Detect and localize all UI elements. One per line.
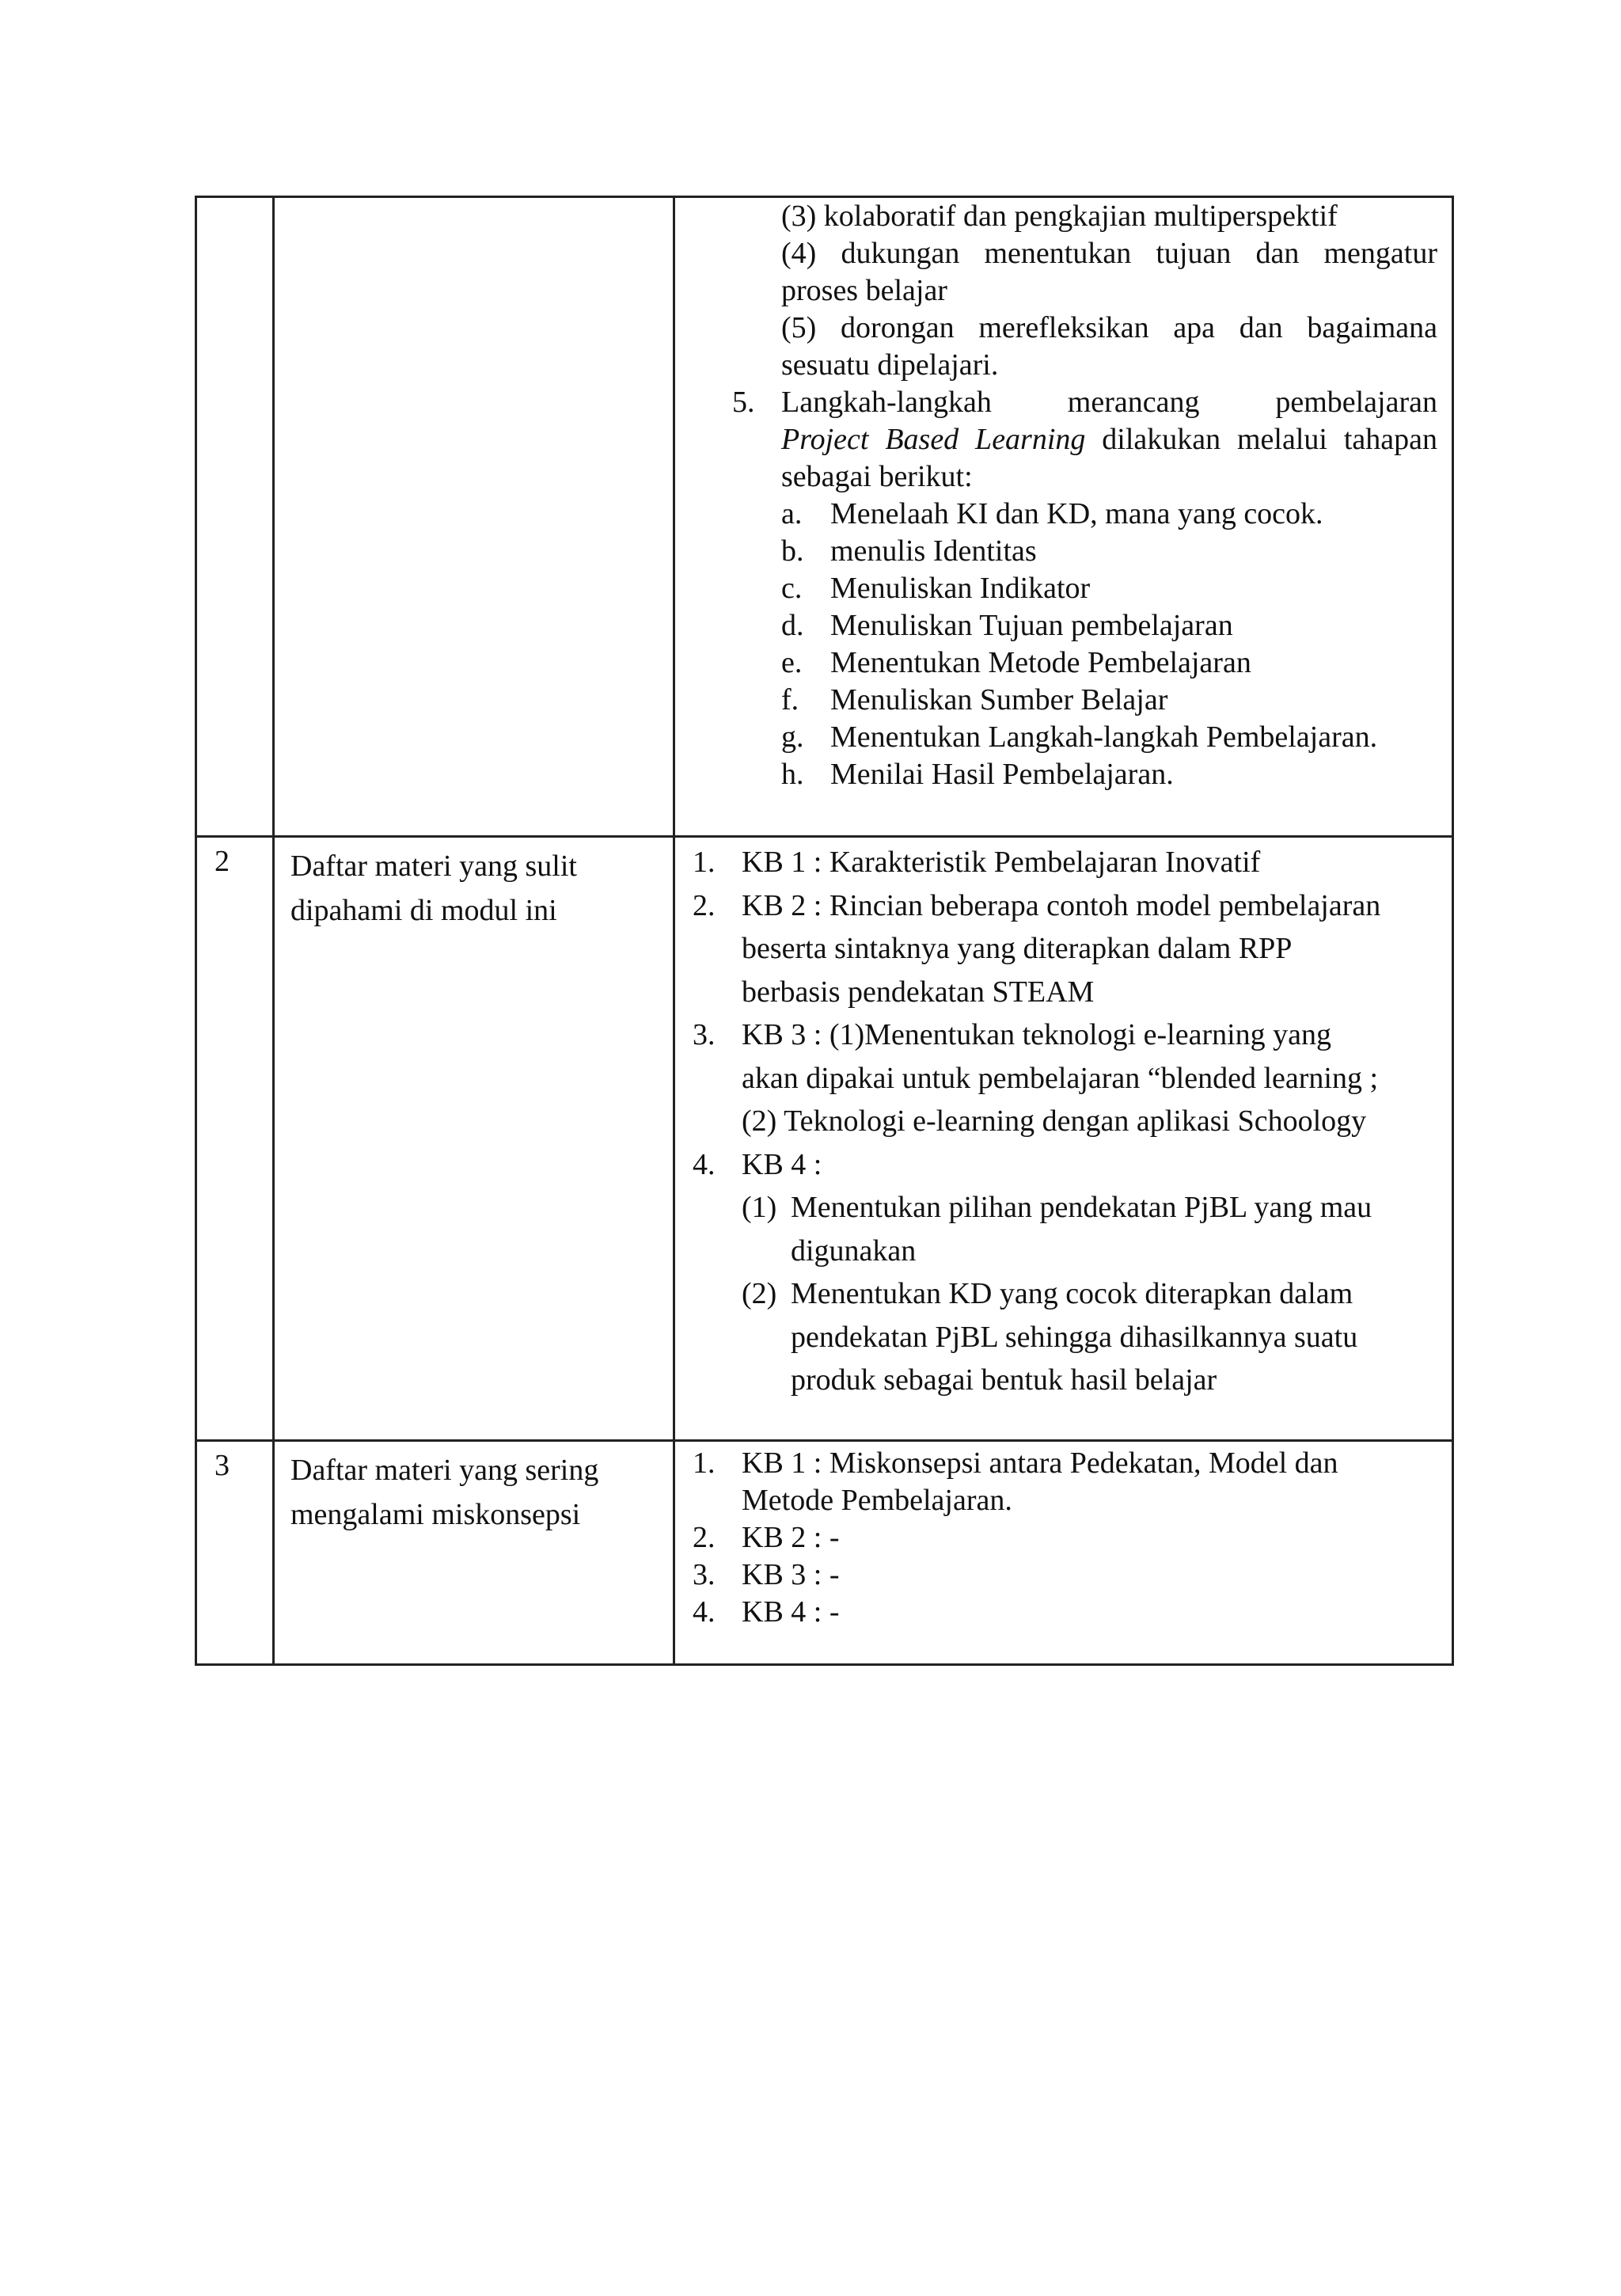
list-item <box>693 1519 1436 1557</box>
step-5-line: sebagai berikut: <box>781 460 973 493</box>
list-item-text: KB 1 : Karakteristik Pembelajaran Inovatif <box>742 846 1261 879</box>
list-item <box>781 682 1437 719</box>
list-item-text: menulis Identitas <box>830 534 1037 568</box>
list-number: 3. <box>693 1018 716 1051</box>
table-row <box>196 197 1453 837</box>
list-letter: c. <box>781 572 803 605</box>
list-letter: a. <box>781 497 803 530</box>
list-item-text: Menentukan Langkah-langkah Pembelajaran. <box>830 720 1378 754</box>
list-item <box>781 533 1437 570</box>
list-letter: b. <box>781 534 804 568</box>
list-item-text: digunakan <box>791 1234 917 1268</box>
list-item-text: Metode Pembelajaran. <box>742 1484 1012 1517</box>
list-item <box>693 1445 1436 1519</box>
list-item <box>693 1013 1436 1143</box>
list-letter: d. <box>781 609 804 642</box>
list-number: 4. <box>693 1595 716 1629</box>
row-number: 3 <box>214 1449 230 1482</box>
material-cell <box>274 837 674 1441</box>
list-item-text: KB 3 : (1)Menentukan teknologi e-learning yang <box>742 1018 1332 1051</box>
list-item-text: KB 1 : Miskonsepsi antara Pedekatan, Model dan <box>742 1446 1338 1480</box>
list-number: 2. <box>693 888 716 922</box>
list-number: 3. <box>693 1558 716 1591</box>
detail-cell <box>674 197 1453 837</box>
list-item: proses belajar <box>781 274 947 307</box>
italic-term: Project Based Learning <box>781 423 1086 456</box>
step-5-line-rest: dilakukan melalui tahapan <box>1085 423 1437 456</box>
list-item <box>781 570 1437 607</box>
sub-list-item <box>742 1186 1436 1272</box>
list-item-text: Menentukan Metode Pembelajaran <box>830 646 1251 679</box>
list-item-text: beserta sintaknya yang diterapkan dalam RPP <box>742 932 1293 965</box>
table-row <box>196 837 1453 1441</box>
list-item-text: KB 4 : - <box>742 1595 840 1629</box>
list-item <box>693 1557 1436 1594</box>
list-item-text: KB 3 : - <box>742 1558 840 1591</box>
detail-cell <box>674 1441 1453 1665</box>
list-item-text: Menilai Hasil Pembelajaran. <box>830 758 1174 791</box>
list-item-text: KB 2 : - <box>742 1521 840 1554</box>
number-cell <box>196 1441 274 1665</box>
list-number: 5. <box>732 386 755 419</box>
list-item: (3) kolaboratif dan pengkajian multiperspektif <box>781 200 1338 233</box>
sub-list-number: (1) <box>742 1191 777 1224</box>
sub-list-number: (2) <box>742 1277 777 1310</box>
list-item-text: akan dipakai untuk pembelajaran “blended learning ; <box>742 1061 1379 1095</box>
materials-table <box>195 196 1454 1666</box>
lettered-list <box>781 496 1437 793</box>
step-5-line <box>781 421 1437 458</box>
material-cell <box>274 197 674 837</box>
list-item <box>781 719 1437 756</box>
row-number: 2 <box>214 845 230 878</box>
material-text: mengalami miskonsepsi <box>290 1498 581 1531</box>
list-item <box>781 496 1437 533</box>
list-number: 2. <box>693 1521 716 1554</box>
material-text: Daftar materi yang sulit <box>290 850 577 883</box>
material-cell <box>274 1441 674 1665</box>
list-item: sesuatu dipelajari. <box>781 348 999 382</box>
number-cell <box>196 837 274 1441</box>
list-item <box>693 1594 1436 1631</box>
list-item: (5) dorongan merefleksikan apa dan bagaimana <box>781 311 1437 344</box>
list-number: 4. <box>693 1147 716 1181</box>
list-number: 1. <box>693 1446 716 1480</box>
list-item-text: pendekatan PjBL sehingga dihasilkannya suatu <box>791 1320 1358 1354</box>
list-item-text: Menuliskan Tujuan pembelajaran <box>830 609 1233 642</box>
sub-list-item <box>742 1272 1436 1402</box>
step-5-line: Langkah-langkah merancang pembelajaran <box>781 386 1437 419</box>
list-item-text: Menelaah KI dan KD, mana yang cocok. <box>830 497 1323 530</box>
list-letter: e. <box>781 646 803 679</box>
list-number: 1. <box>693 846 716 879</box>
detail-cell <box>674 837 1453 1441</box>
number-cell <box>196 197 274 837</box>
list-item-text: Menentukan pilihan pendekatan PjBL yang mau <box>791 1191 1372 1224</box>
list-item <box>781 644 1437 682</box>
material-text: dipahami di modul ini <box>290 894 557 927</box>
list-item <box>781 756 1437 793</box>
list-item: (4) dukungan menentukan tujuan dan mengatur <box>781 237 1437 270</box>
list-letter: f. <box>781 683 799 717</box>
step-5 <box>732 384 1437 496</box>
list-item <box>781 607 1437 644</box>
list-item <box>693 841 1436 884</box>
list-item-text: produk sebagai bentuk hasil belajar <box>791 1363 1217 1397</box>
list-item-text: KB 2 : Rincian beberapa contoh model pembelajaran <box>742 888 1381 922</box>
list-item-text: (2) Teknologi e-learning dengan aplikasi Schoology <box>742 1104 1367 1138</box>
nested-list <box>781 198 1437 384</box>
list-item-text: berbasis pendekatan STEAM <box>742 975 1095 1009</box>
list-item-text: Menuliskan Indikator <box>830 572 1091 605</box>
table-row <box>196 1441 1453 1665</box>
list-item-text: Menentukan KD yang cocok diterapkan dalam <box>791 1277 1353 1310</box>
material-text: Daftar materi yang sering <box>290 1454 599 1487</box>
list-item-text: Menuliskan Sumber Belajar <box>830 683 1168 717</box>
list-letter: h. <box>781 758 804 791</box>
list-letter: g. <box>781 720 804 754</box>
list-item-text: KB 4 : <box>742 1147 822 1181</box>
list-item <box>693 884 1436 1014</box>
list-item <box>693 1143 1436 1187</box>
